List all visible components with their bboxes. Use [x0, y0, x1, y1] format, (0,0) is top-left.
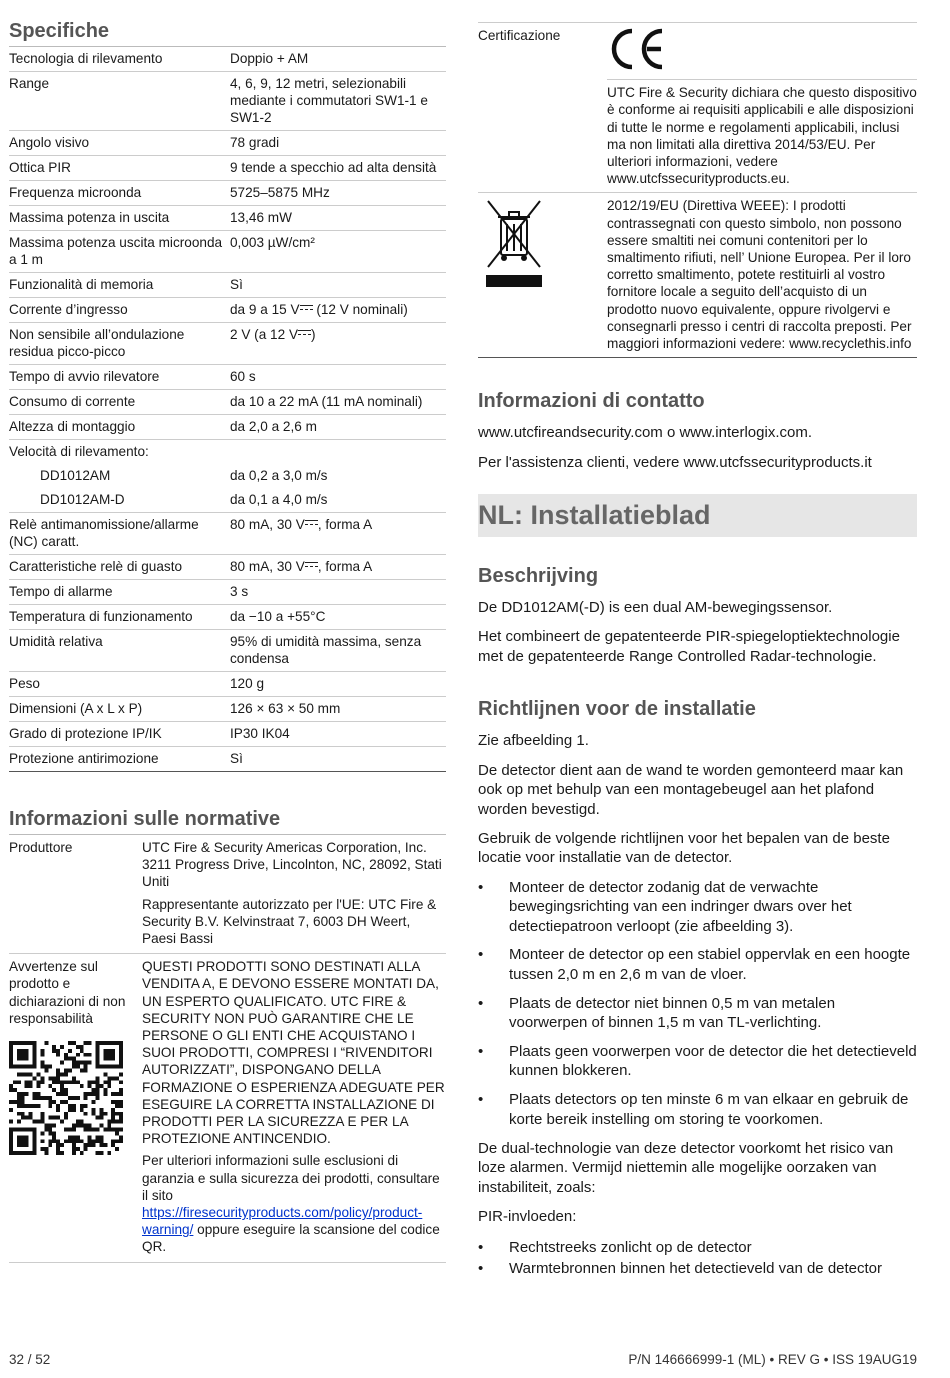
spec-row: Dimensioni (A x L x P) 126 × 63 × 50 mm — [9, 697, 446, 722]
product-warning-link[interactable]: https://firesecurityproducts.com/policy/product-warning/ — [142, 1205, 423, 1238]
normative-table — [9, 835, 446, 1263]
spec-row: Velocità di rilevamento: — [9, 444, 149, 459]
weee-row — [478, 193, 917, 358]
certification-label: Certificazione — [478, 28, 561, 43]
warnings-label: Avvertenze sul prodotto e dichiarazioni di non responsabilità — [9, 959, 126, 1026]
spec-row: Funzionalità di memoria Sì — [9, 273, 446, 298]
spec-row: Non sensibile all’ondulazione residua picco-picco 2 V (a 12 V ) — [9, 323, 446, 365]
guidelines-list — [478, 878, 917, 1129]
spec-row: Tempo di allarme 3 s — [9, 580, 446, 605]
contact-title: Informazioni di contatto — [478, 390, 705, 413]
list-item: • Warmtebronnen binnen het detectieveld van de detector — [478, 1259, 883, 1277]
spec-row: Temperatura di funzionamento da −10 a +55°C — [9, 605, 446, 630]
spec-row: DD1012AM-D da 0,1 a 4,0 m/s — [9, 488, 446, 513]
warnings-info: Per ulteriori informazioni sulle esclusioni di garanzia e sulla sicurezza dei prodotti, consultare il sito — [142, 1153, 440, 1203]
left-column — [9, 14, 446, 1263]
right-column — [478, 14, 917, 1279]
qr-code-icon — [9, 1041, 123, 1155]
guidelines-p4: De dual-technologie van deze detector voorkomt het risico van loze alarmen. Vermijd niettemin alle mogelijke oorzaken van instabiliteit, zoals: — [478, 1139, 894, 1196]
spec-row: Range 4, 6, 9, 12 metri, selezionabili mediante i commutatori SW1-1 e SW1-2 — [9, 72, 446, 131]
nl-banner-title: NL: Installatieblad — [478, 500, 711, 531]
spec-row: Consumo di corrente da 10 a 22 mA (11 mA nominali) — [9, 390, 446, 415]
spec-row: Frequenza microonda 5725–5875 MHz — [9, 181, 446, 206]
warnings-qr-text: oppure eseguire la scansione del codice QR. — [142, 1222, 440, 1255]
ce-row — [478, 23, 917, 80]
dc-voltage-icon — [305, 560, 318, 570]
guidelines-p1: Zie afbeelding 1. — [478, 732, 589, 750]
list-item: • Rechtstreeks zonlicht op de detector — [478, 1239, 752, 1257]
contact-line-1: www.utcfireandsecurity.com o www.interlogix.com. — [478, 424, 812, 442]
spec-row: Grado di protezione IP/IK IP30 IK04 — [9, 722, 446, 747]
spec-row: Corrente d’ingresso da 9 a 15 V (12 V nominali) — [9, 298, 446, 323]
ce-declaration-text: UTC Fire & Security dichiara che questo dispositivo è conforme ai requisiti applicabili e alle disposizioni di tutte le norme e regolamenti applicabili, inclusi ma non limitati alla direttiva 2014/53/EU. Per ulteriori informazioni, vedere www.utcfssecurityproducts.eu. — [607, 80, 917, 193]
spec-row: Protezione antirimozione Sì — [9, 747, 446, 772]
description-p1: De DD1012AM(-D) is een dual AM-bewegingssensor. — [478, 599, 833, 617]
spec-row: Peso 120 g — [9, 672, 446, 697]
list-item: • Plaats de detector niet binnen 0,5 m van metalen voorwerpen of binnen 1,5 m van TL-verlichting. — [478, 994, 836, 1032]
ce-declaration-row — [478, 80, 917, 193]
warnings-row — [9, 954, 446, 1262]
page-number: 32 / 52 — [9, 1352, 51, 1367]
page-footer — [9, 1352, 917, 1367]
guidelines-title: Richtlijnen voor de installatie — [478, 698, 756, 721]
spec-row: Altezza di montaggio da 2,0 a 2,6 m — [9, 415, 446, 440]
part-number: P/N 146666999-1 (ML) • REV G • ISS 19AUG19 — [628, 1352, 917, 1367]
guidelines-p3: Gebruik de volgende richtlijnen voor het bepalen van de beste locatie voor installatie van de detector. — [478, 829, 890, 867]
dc-voltage-icon — [305, 518, 318, 528]
spec-row: Relè antimanomissione/allarme (NC) caratt. 80 mA, 30 V , forma A — [9, 513, 446, 555]
pir-list — [478, 1238, 917, 1278]
weee-text: 2012/19/EU (Direttiva WEEE): I prodotti contrassegnati con questo simbolo, non possono essere smaltiti nei comuni contenitori per lo smaltimento rifiuti, nell’ Unione Europea. Per il loro corretto smaltimento, potete restituirli al vostro fornitore locale a seguito dell’acquisto di un prodotto nuovo equivalente, oppure rivolgervi e consegnarli presso i centri di raccolta preposti. Per maggiori informazioni vedere: www.recyclethis.info — [607, 193, 917, 358]
producer-label: Produttore — [9, 835, 142, 954]
list-item: • Monteer de detector op een stabiel oppervlak en een hoogte tussen 2,0 m en 2,6 m van de vloer. — [478, 946, 911, 983]
specs-table — [9, 47, 446, 772]
description-p2: Het combineert de gepatenteerde PIR-spiegeloptiektechnologie met de gepatenteerde Range Controlled Radar-technologie. — [478, 628, 900, 665]
qr-code[interactable] — [9, 1041, 138, 1159]
eu-representative: Rappresentante autorizzato per l'UE: UTC Fire & Security B.V. Kelvinstraat 7, 6003 DH Weert, Paesi Bassi — [142, 896, 437, 947]
contact-line-2: Per l'assistenza clienti, vedere www.utcfssecurityproducts.it — [478, 453, 872, 471]
warnings-text: QUESTI PRODOTTI SONO DESTINATI ALLA VENDITA A, E DEVONO ESSERE MONTATI DA, UN ESPERTO QUALIFICATO. UTC FIRE & SECURITY NON PUÒ GARANTIRE CHE LE PERSONE O GLI ENTI CHE ACQUISTANO I SUOI PRODOTTI, COMPRESI I “RIVENDITORI AUTORIZZATI”, DISPONGANO DELLA FORMAZIONE O ESPERIENZA ADEGUATE PER ESEGUIRE LA CORRETTA INSTALLAZIONE DI PRODOTTI PER LA SICUREZZA E PER LA PROTEZIONE ANTINCENDIO. — [142, 959, 445, 1147]
weee-bin-icon — [484, 197, 544, 292]
spec-row: Umidità relativa 95% di umidità massima, senza condensa — [9, 630, 446, 672]
spec-row: DD1012AM da 0,2 a 3,0 m/s — [40, 468, 328, 483]
list-item: • Monteer de detector zodanig dat de verwachte bewegingsrichting van een indringer dwars over het detectiepatroon verloopt (zie afbeelding 3). — [478, 878, 852, 935]
nl-banner — [478, 494, 917, 537]
spec-row: Caratteristiche relè di guasto 80 mA, 30 V , forma A — [9, 555, 446, 580]
spec-row: Angolo visivo 78 gradi — [9, 131, 446, 156]
spec-row: Tempo di avvio rilevatore 60 s — [9, 365, 446, 390]
pir-label: PIR-invloeden: — [478, 1207, 577, 1225]
producer-row — [9, 835, 446, 954]
spec-row: Tecnologia di rilevamento Doppio + AM — [9, 47, 446, 72]
producer-address: UTC Fire & Security Americas Corporation, Inc. 3211 Progress Drive, Lincolnton, NC, 28092, Stati Uniti — [142, 840, 442, 890]
certification-table — [478, 22, 917, 358]
list-item: • Plaats detectors op ten minste 6 m van elkaar en gebruik de korte bereik instelling om storing te voorkomen. — [478, 1091, 909, 1128]
list-item: • Plaats geen voorwerpen voor de detector die het detectieveld kunnen blokkeren. — [478, 1043, 917, 1080]
dc-voltage-icon — [300, 303, 313, 313]
specs-title: Specifiche — [9, 14, 446, 47]
ce-mark-icon — [607, 27, 667, 71]
normative-title: Informazioni sulle normative — [9, 802, 446, 835]
spec-row: Massima potenza in uscita 13,46 mW — [9, 206, 446, 231]
dc-voltage-icon — [298, 328, 311, 338]
spec-row: Massima potenza uscita microonda a 1 m 0,003 µW/cm² — [9, 231, 446, 273]
guidelines-p2: De detector dient aan de wand te worden gemonteerd maar kan ook op met behulp van een montagebeugel aan het plafond worden bevestigd. — [478, 761, 904, 818]
spec-row: Ottica PIR 9 tende a specchio ad alta densità — [9, 156, 446, 181]
description-title: Beschrijving — [478, 565, 599, 588]
